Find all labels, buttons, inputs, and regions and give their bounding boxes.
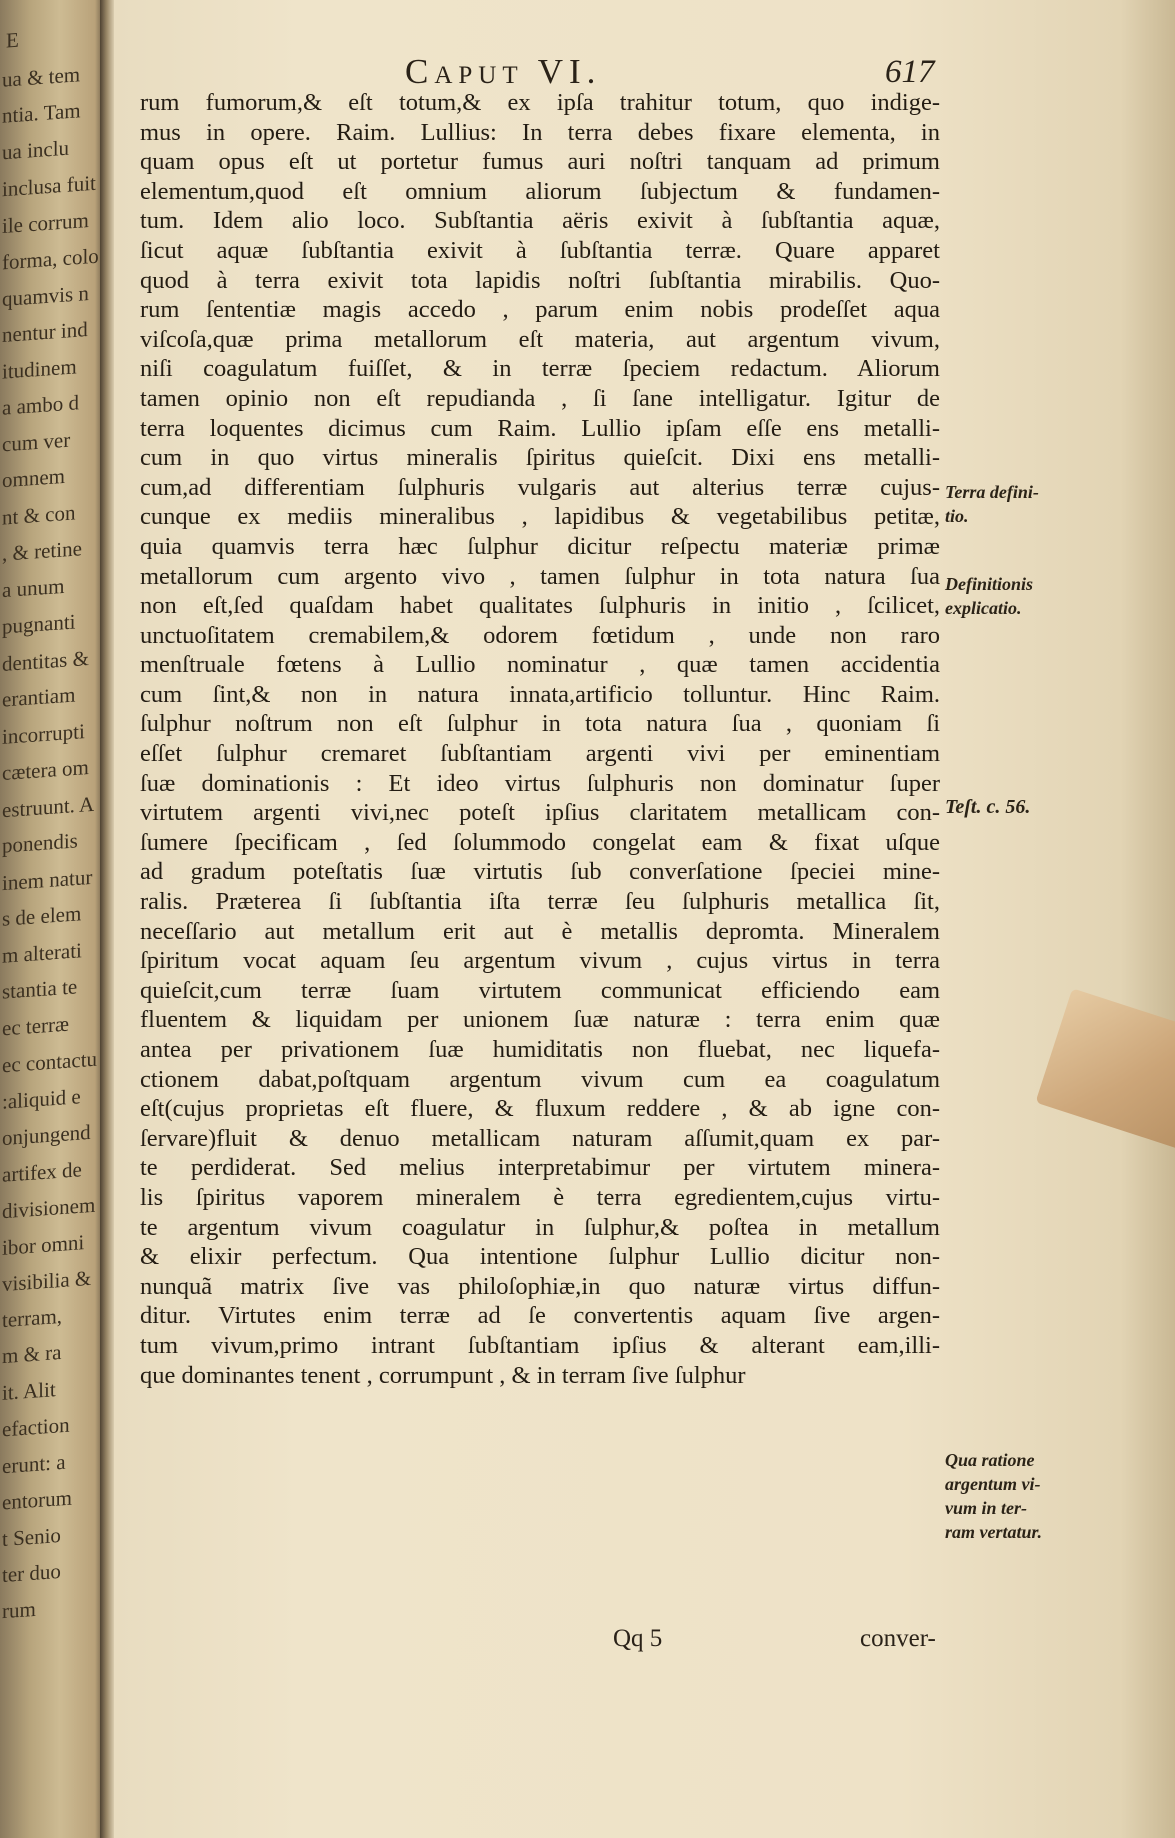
text-line: niſi coagulatum fuiſſet, & in terræ ſpeciem redactum. Aliorum: [140, 355, 940, 383]
text-line: neceſſario aut metallum erit aut è metallis depromta. Mineralem: [140, 917, 940, 945]
facing-page-text-fragment: omnem: [2, 463, 65, 493]
margin-note-line: ram vertatur.: [945, 1522, 1043, 1542]
facing-page-text-fragment: erunt: a: [2, 1449, 66, 1478]
facing-page-text-fragment: rum: [2, 1596, 36, 1623]
text-line: quia quamvis terra hæc ſulphur dicitur reſpectu materiæ primæ: [140, 532, 940, 560]
catchword: conver-: [860, 1625, 936, 1652]
text-line: cum,ad differentiam ſulphuris vulgaris aut alterius terræ cujus-: [140, 473, 940, 501]
text-line: rum fumorum,& eſt totum,& ex ipſa trahitur totum, quo indige-: [140, 89, 940, 116]
text-line: te argentum vivum coagulatur in ſulphur,& poſtea in metallum: [140, 1213, 940, 1241]
text-line: lis ſpiritus vaporem mineralem è terra egredientem,cujus virtu-: [140, 1183, 940, 1211]
facing-page-text-fragment: divisionem: [2, 1192, 96, 1224]
text-line: eſt(cujus proprietas eſt fluere, & fluxum reddere , & ab igne con-: [140, 1095, 940, 1123]
facing-page-text-fragment: cum ver: [2, 427, 71, 456]
text-line: elementum,quod eſt omnium aliorum ſubjectum & fundamen-: [140, 177, 940, 205]
facing-page-text-fragment: ec terræ: [2, 1011, 70, 1040]
text-line: eſſet ſulphur cremaret ſubſtantiam argenti vivi per eminentiam: [140, 740, 940, 768]
text-line: quam opus eſt ut portetur fumus auri noſtri tanquam ad primum: [140, 148, 940, 176]
text-line: tamen opinio non eſt repudianda , ſi ſane intelligatur. Igitur de: [140, 384, 940, 412]
facing-page-text-fragment: entorum: [2, 1485, 72, 1515]
text-line: que dominantes tenent , corrumpunt , & in terram ſive ſulphur: [140, 1361, 746, 1389]
text-line: cum ſint,& non in natura innata,artificio tolluntur. Hinc Raim.: [140, 680, 940, 708]
text-line: quod à terra exivit tota lapidis noſtri ſubſtantia mirabilis. Quo-: [140, 266, 940, 294]
margin-note-terra-definitio: [945, 480, 1039, 528]
text-line: antea per privationem ſuæ humiditatis non fluebat, nec liquefa-: [140, 1036, 940, 1063]
text-line: te perdiderat. Sed melius interpretabimur per virtutem minera-: [140, 1154, 940, 1182]
facing-page-text-fragment: efaction: [2, 1412, 70, 1442]
facing-page-text-fragment: pugnanti: [2, 609, 76, 639]
text-line: metallorum cum argento vivo , tamen ſulphur in tota natura ſua: [140, 562, 940, 590]
text-line: ditur. Virtutes enim terræ ad ſe convertentis aquam ſive argen-: [140, 1302, 940, 1330]
margin-note-test: [945, 795, 1030, 819]
facing-page-text-fragment: quamvis n: [2, 280, 89, 311]
main-text-block: [140, 88, 940, 1390]
facing-page-text-fragment: visibilia &: [2, 1265, 92, 1297]
facing-page-text-fragment: ile corrum: [2, 207, 89, 238]
facing-page-text-fragment: forma, colo: [2, 243, 99, 275]
facing-page-text-fragment: a ambo d: [2, 390, 79, 420]
text-line: mus in opere. Raim. Lullius: In terra debes fixare elementa, in: [140, 118, 940, 146]
facing-page-text-fragment: ibor omni: [2, 1229, 85, 1260]
facing-page-text-fragment: m & ra: [2, 1339, 62, 1369]
facing-page-text-fragment: incorrupti: [2, 718, 85, 749]
text-line: ralis. Præterea ſi ſubſtantia iſta terræ ſeu ſulphuris metallica ſit,: [140, 888, 940, 916]
facing-page-text-fragment: t Senio: [2, 1522, 61, 1551]
margin-note-line: tio.: [945, 506, 969, 526]
text-line: ctionem dabat,poſtquam argentum vivum cum ea coagulatum: [140, 1065, 940, 1093]
facing-page-text-fragment: itudinem: [2, 353, 77, 384]
text-line: & elixir perfectum. Qua intentione ſulphur Lullio dicitur non-: [140, 1243, 940, 1271]
margin-note-line: argentum vi-: [945, 1474, 1041, 1494]
text-line: non eſt,ſed quaſdam habet qualitates ſulphuris in initio , ſcilicet,: [140, 592, 940, 620]
facing-page-text-fragment: , & retine: [2, 536, 82, 566]
facing-page-text-fragment: ter duo: [2, 1558, 61, 1588]
facing-page-text-fragment: a unum: [2, 573, 65, 602]
facing-page-text-fragment: inem natur: [2, 864, 93, 895]
facing-page-text-fragment: terram,: [2, 1303, 63, 1332]
facing-page-text-fragment: E: [6, 27, 19, 53]
text-line: quieſcit,cum terræ ſuam virtutem communicat efficiendo eam: [140, 976, 940, 1004]
text-line: ſuæ dominationis : Et ideo virtus ſulphuris non dominatur ſuper: [140, 769, 940, 797]
facing-page-text-fragment: it. Alit: [2, 1376, 56, 1405]
text-line: rum ſententiæ magis accedo , parum enim nobis prodeſſet aqua: [140, 296, 940, 324]
text-line: tum. Idem alio loco. Subſtantia aëris exivit à ſubſtantia aquæ,: [140, 207, 940, 235]
text-line: fluentem & liquidam per unionem ſuæ naturæ : terra enim quæ: [140, 1006, 940, 1034]
page-footer: [140, 1625, 940, 1659]
facing-page-text-fragment: ponendis: [2, 828, 78, 858]
facing-page-text-fragment: s de elem: [2, 901, 82, 931]
text-line: terra loquentes dicimus cum Raim. Lullio ipſam eſſe ens metalli-: [140, 414, 940, 442]
text-line: menſtruale fœtens à Lullio nominatur , quæ tamen accidentia: [140, 651, 940, 679]
facing-page-text-fragment: onjungend: [2, 1119, 91, 1151]
text-line: ad gradum poteſtatis ſuæ virtutis ſub converſatione ſpeciei mine-: [140, 858, 940, 886]
facing-page-text-fragment: ec contactu: [2, 1046, 98, 1078]
chapter-title: Caput VI.: [405, 52, 602, 91]
text-line: cunque ex mediis mineralibus , lapidibus & vegetabilibus petitæ,: [140, 503, 940, 531]
facing-page-text-fragment: :aliquid e: [2, 1083, 81, 1114]
facing-page-text-fragment: nt & con: [2, 499, 76, 530]
facing-page-text-fragment: ntia. Tam: [2, 98, 81, 128]
facing-page-text-fragment: estruunt. A: [2, 791, 95, 822]
margin-note-line: Terra defini-: [945, 482, 1039, 502]
margin-note-line: Teſt. c. 56.: [945, 796, 1031, 818]
facing-page-text-fragment: nentur ind: [2, 317, 88, 347]
facing-page-text-fragment: ua inclu: [2, 135, 70, 164]
facing-page-text-fragment: m alterati: [2, 937, 82, 968]
signature-mark: Qq 5: [613, 1625, 663, 1652]
facing-page-text-fragment: stantia te: [2, 974, 78, 1004]
text-line: ſpiritum vocat aquam ſeu argentum vivum , cujus virtus in terra: [140, 947, 940, 975]
text-line: ſicut aquæ ſubſtantia exivit à ſubſtantia terræ. Quare apparet: [140, 236, 940, 264]
text-line: nunquã matrix ſive vas philoſophiæ,in quo naturæ virtus diffun-: [140, 1272, 940, 1300]
book-gutter: [100, 0, 114, 1838]
text-line: cum in quo virtus mineralis ſpiritus quieſcit. Dixi ens metalli-: [140, 444, 940, 472]
facing-page-text-fragment: ua & tem: [2, 61, 81, 92]
margin-note-line: Qua ratione: [945, 1450, 1035, 1470]
text-line: ſumere ſpecificam , ſed ſolummodo congelat eam & fixat uſque: [140, 828, 940, 856]
margin-note-line: explicatio.: [945, 598, 1022, 618]
facing-page-fragment: [0, 0, 104, 1838]
text-line: virtutem argenti vivi,nec poteſt ipſius claritatem metallicam con-: [140, 799, 940, 827]
facing-page-text-fragment: erantiam: [2, 682, 76, 712]
text-line: tum vivum,primo intrant ſubſtantiam ipſius & alterant eam,illi-: [140, 1331, 940, 1359]
margin-note-line: vum in ter-: [945, 1498, 1028, 1518]
margin-note-definitionis-explicatio: [945, 572, 1033, 620]
text-line: unctuoſitatem cremabilem,& odorem fœtidum , unde non raro: [140, 621, 940, 649]
facing-page-text-fragment: inclusa fuit: [2, 170, 96, 202]
text-line: ſulphur noſtrum non eſt ſulphur in tota natura ſua , quoniam ſi: [140, 710, 940, 738]
margin-note-line: Definitionis: [945, 574, 1034, 594]
text-line: ſervare)fluit & denuo metallicam naturam aſſumit,quam ex par-: [140, 1124, 940, 1152]
page-number: 617: [885, 54, 935, 90]
facing-page-text-fragment: artifex de: [2, 1156, 82, 1187]
paper-bookmark: [1035, 988, 1175, 1152]
facing-page-text-fragment: cætera om: [2, 754, 89, 786]
text-line: viſcoſa,quæ prima metallorum eſt materia, aut argentum vivum,: [140, 325, 940, 353]
margin-note-qua-ratione: [945, 1448, 1042, 1544]
facing-page-text-fragment: dentitas &: [2, 645, 89, 676]
